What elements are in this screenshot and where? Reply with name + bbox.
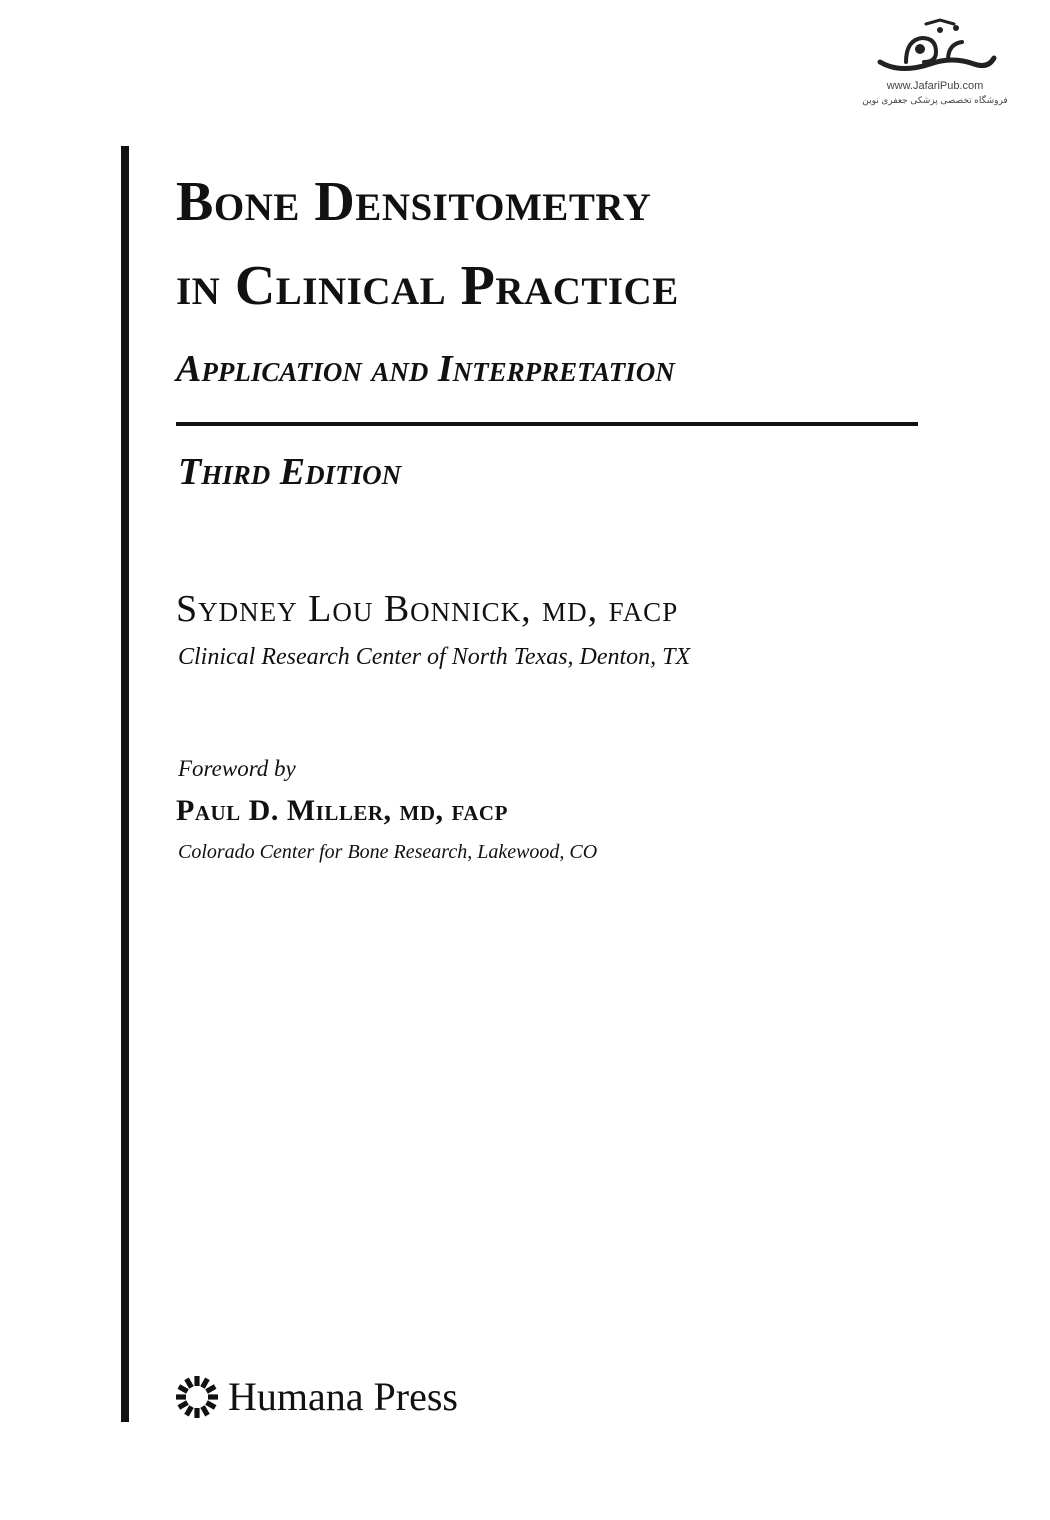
- author-name: Sydney Lou Bonnick, md, facp: [176, 588, 679, 630]
- humana-press-starburst-icon: [174, 1374, 220, 1420]
- foreword-author-affiliation: Colorado Center for Bone Research, Lakewood, CO: [178, 841, 598, 863]
- publisher-name: Humana Press: [228, 1374, 458, 1419]
- book-title-line-1: Bone Densitometry: [176, 171, 652, 233]
- foreword-author-name: Paul D. Miller, md, facp: [176, 794, 508, 827]
- book-title-line-2: in Clinical Practice: [176, 255, 679, 317]
- left-vertical-bar: [121, 146, 129, 1422]
- book-edition: Third Edition: [178, 451, 402, 493]
- watermark: [850, 18, 1020, 106]
- author-affiliation: Clinical Research Center of North Texas, Denton, TX: [178, 644, 691, 670]
- title-divider-rule: [176, 422, 918, 426]
- foreword-label: Foreword by: [178, 756, 296, 781]
- jafaripub-logo-icon: [870, 18, 1000, 78]
- watermark-shop-text: فروشگاه تخصصی پزشکی جعفری نوین: [862, 95, 1008, 105]
- publisher-logo: [174, 1372, 458, 1422]
- book-subtitle: Application and Interpretation: [176, 348, 675, 390]
- watermark-url: www.JafariPub.com: [886, 80, 984, 92]
